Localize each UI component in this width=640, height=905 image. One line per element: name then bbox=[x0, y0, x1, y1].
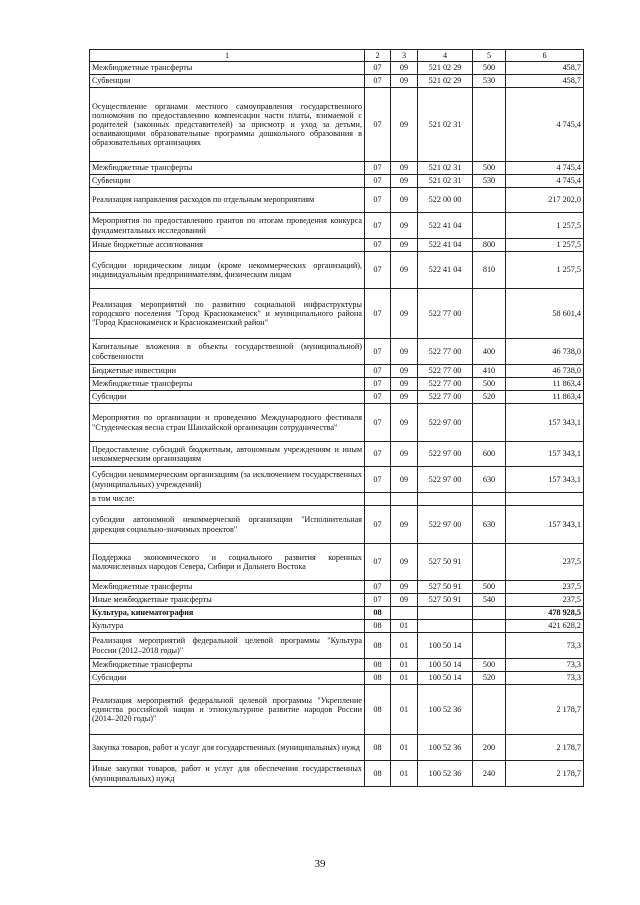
row-expense-type-cell: 810 bbox=[473, 252, 506, 289]
row-name-cell: Культура, кинематография bbox=[90, 607, 365, 620]
row-target-code-cell: 522 77 00 bbox=[418, 289, 473, 339]
table-row bbox=[90, 761, 584, 787]
row-name-cell: Иные бюджетные ассигнования bbox=[90, 239, 365, 252]
row-amount-cell: 46 738,0 bbox=[506, 339, 584, 365]
table-row bbox=[90, 213, 584, 239]
column-header: 6 bbox=[506, 50, 584, 62]
row-section-cell: 07 bbox=[365, 175, 391, 188]
row-target-code-cell bbox=[418, 493, 473, 506]
row-name-cell: Субсидии некоммерческим организациям (за исключением государственных (муниципальных) учреждений) bbox=[90, 467, 365, 493]
row-subsection-cell: 09 bbox=[391, 162, 418, 175]
row-amount-cell: 73,3 bbox=[506, 672, 584, 685]
row-expense-type-cell: 500 bbox=[473, 378, 506, 391]
row-amount-cell: 237,5 bbox=[506, 594, 584, 607]
row-amount-cell: 73,3 bbox=[506, 659, 584, 672]
row-subsection-cell: 09 bbox=[391, 188, 418, 213]
row-target-code-cell: 522 41 04 bbox=[418, 239, 473, 252]
row-expense-type-cell: 200 bbox=[473, 735, 506, 761]
table-body bbox=[90, 62, 584, 787]
row-amount-cell: 157 343,1 bbox=[506, 442, 584, 467]
row-amount-cell: 1 257,5 bbox=[506, 213, 584, 239]
row-target-code-cell: 100 50 14 bbox=[418, 672, 473, 685]
row-subsection-cell: 09 bbox=[391, 62, 418, 75]
row-subsection-cell: 01 bbox=[391, 672, 418, 685]
row-name-cell: Иные закупки товаров, работ и услуг для обеспечения государственных (муниципальных) нужд bbox=[90, 761, 365, 787]
row-target-code-cell: 527 50 91 bbox=[418, 581, 473, 594]
row-section-cell: 07 bbox=[365, 506, 391, 544]
table-row bbox=[90, 239, 584, 252]
row-section-cell: 07 bbox=[365, 544, 391, 581]
row-section-cell: 07 bbox=[365, 467, 391, 493]
row-name-cell: Субсидии bbox=[90, 672, 365, 685]
row-expense-type-cell bbox=[473, 607, 506, 620]
row-subsection-cell: 09 bbox=[391, 581, 418, 594]
row-section-cell: 08 bbox=[365, 607, 391, 620]
table-row bbox=[90, 365, 584, 378]
table-row bbox=[90, 404, 584, 442]
row-amount-cell: 157 343,1 bbox=[506, 467, 584, 493]
table-row bbox=[90, 506, 584, 544]
row-section-cell: 07 bbox=[365, 365, 391, 378]
row-expense-type-cell bbox=[473, 289, 506, 339]
table-row bbox=[90, 467, 584, 493]
row-subsection-cell: 09 bbox=[391, 239, 418, 252]
row-name-cell: Межбюджетные трансферты bbox=[90, 659, 365, 672]
row-expense-type-cell: 410 bbox=[473, 365, 506, 378]
row-subsection-cell: 09 bbox=[391, 75, 418, 88]
row-subsection-cell: 09 bbox=[391, 339, 418, 365]
row-target-code-cell: 522 97 00 bbox=[418, 404, 473, 442]
row-target-code-cell: 522 77 00 bbox=[418, 378, 473, 391]
row-amount-cell: 2 178,7 bbox=[506, 685, 584, 735]
row-section-cell: 07 bbox=[365, 188, 391, 213]
row-subsection-cell: 01 bbox=[391, 735, 418, 761]
row-amount-cell: 2 178,7 bbox=[506, 735, 584, 761]
row-target-code-cell: 522 77 00 bbox=[418, 339, 473, 365]
row-amount-cell: 421 628,2 bbox=[506, 620, 584, 633]
row-name-cell: Реализация направления расходов по отдельным мероприятиям bbox=[90, 188, 365, 213]
budget-table bbox=[89, 49, 584, 787]
row-target-code-cell: 522 77 00 bbox=[418, 391, 473, 404]
table-row bbox=[90, 75, 584, 88]
table-row bbox=[90, 162, 584, 175]
row-expense-type-cell: 530 bbox=[473, 175, 506, 188]
row-target-code-cell: 521 02 29 bbox=[418, 75, 473, 88]
column-header: 5 bbox=[473, 50, 506, 62]
row-target-code-cell bbox=[418, 607, 473, 620]
column-header: 3 bbox=[391, 50, 418, 62]
row-expense-type-cell: 240 bbox=[473, 761, 506, 787]
row-subsection-cell: 09 bbox=[391, 506, 418, 544]
row-amount-cell: 11 863,4 bbox=[506, 391, 584, 404]
table-row bbox=[90, 391, 584, 404]
row-section-cell: 07 bbox=[365, 252, 391, 289]
row-section-cell: 07 bbox=[365, 404, 391, 442]
row-section-cell: 08 bbox=[365, 761, 391, 787]
row-amount-cell: 4 745,4 bbox=[506, 175, 584, 188]
row-section-cell: 07 bbox=[365, 62, 391, 75]
row-amount-cell: 73,3 bbox=[506, 633, 584, 659]
row-subsection-cell bbox=[391, 493, 418, 506]
row-subsection-cell: 09 bbox=[391, 252, 418, 289]
row-subsection-cell: 09 bbox=[391, 365, 418, 378]
row-amount-cell: 157 343,1 bbox=[506, 506, 584, 544]
row-target-code-cell: 522 77 00 bbox=[418, 365, 473, 378]
row-section-cell: 07 bbox=[365, 339, 391, 365]
table-row bbox=[90, 442, 584, 467]
row-target-code-cell: 521 02 29 bbox=[418, 62, 473, 75]
row-name-cell: Субвенции bbox=[90, 75, 365, 88]
row-expense-type-cell bbox=[473, 404, 506, 442]
column-header: 4 bbox=[418, 50, 473, 62]
row-section-cell: 08 bbox=[365, 672, 391, 685]
row-target-code-cell: 100 50 14 bbox=[418, 633, 473, 659]
row-name-cell: в том числе: bbox=[90, 493, 365, 506]
row-amount-cell: 4 745,4 bbox=[506, 162, 584, 175]
row-name-cell: Межбюджетные трансферты bbox=[90, 162, 365, 175]
row-section-cell bbox=[365, 493, 391, 506]
table-row bbox=[90, 581, 584, 594]
row-expense-type-cell: 500 bbox=[473, 162, 506, 175]
row-expense-type-cell bbox=[473, 493, 506, 506]
row-subsection-cell bbox=[391, 607, 418, 620]
row-expense-type-cell: 500 bbox=[473, 581, 506, 594]
row-amount-cell: 58 601,4 bbox=[506, 289, 584, 339]
row-expense-type-cell: 530 bbox=[473, 75, 506, 88]
row-name-cell: Иные межбюджетные трансферты bbox=[90, 594, 365, 607]
table-row bbox=[90, 620, 584, 633]
row-target-code-cell: 522 00 00 bbox=[418, 188, 473, 213]
row-name-cell: Осуществление органами местного самоуправления государственного полномочия по предоставлению компенсации части платы, взимаемой с родителей (законных представителей) за присмотр и уход за детьми, осваивающими образовательные программы дошкольного образования в образовательных организациях bbox=[90, 88, 365, 162]
row-name-cell: Реализация мероприятий федеральной целевой программы "Укрепление единства российской нации и этнокультурное развитие народов России (2014–2020 годы)" bbox=[90, 685, 365, 735]
row-amount-cell: 1 257,5 bbox=[506, 252, 584, 289]
row-subsection-cell: 09 bbox=[391, 404, 418, 442]
row-subsection-cell: 09 bbox=[391, 378, 418, 391]
row-amount-cell: 157 343,1 bbox=[506, 404, 584, 442]
row-amount-cell bbox=[506, 493, 584, 506]
row-subsection-cell: 01 bbox=[391, 761, 418, 787]
column-header: 2 bbox=[365, 50, 391, 62]
row-expense-type-cell bbox=[473, 88, 506, 162]
row-name-cell: Поддержка экономического и социального развития коренных малочисленных народов Севера, Сибири и Дальнего Востока bbox=[90, 544, 365, 581]
row-section-cell: 07 bbox=[365, 289, 391, 339]
row-section-cell: 07 bbox=[365, 162, 391, 175]
row-amount-cell: 2 178,7 bbox=[506, 761, 584, 787]
row-name-cell: Субвенции bbox=[90, 175, 365, 188]
table-row bbox=[90, 339, 584, 365]
row-subsection-cell: 09 bbox=[391, 544, 418, 581]
row-target-code-cell bbox=[418, 620, 473, 633]
row-amount-cell: 237,5 bbox=[506, 544, 584, 581]
row-target-code-cell: 100 50 14 bbox=[418, 659, 473, 672]
row-name-cell: Бюджетные инвестиции bbox=[90, 365, 365, 378]
row-name-cell: Субсидии юридическим лицам (кроме некоммерческих организаций), индивидуальным предпринимателям, физическим лицам bbox=[90, 252, 365, 289]
table-row bbox=[90, 252, 584, 289]
row-name-cell: Реализация мероприятий по развитию социальной инфраструктуры городского поселения "Город Краснокаменск" и муниципального района "Город Краснокаменск и Краснокаменский район" bbox=[90, 289, 365, 339]
row-amount-cell: 11 863,4 bbox=[506, 378, 584, 391]
row-target-code-cell: 521 02 31 bbox=[418, 88, 473, 162]
row-section-cell: 07 bbox=[365, 88, 391, 162]
row-expense-type-cell bbox=[473, 685, 506, 735]
row-amount-cell: 46 738,0 bbox=[506, 365, 584, 378]
table-row bbox=[90, 175, 584, 188]
page-number: 39 bbox=[314, 858, 326, 870]
row-section-cell: 07 bbox=[365, 581, 391, 594]
row-amount-cell: 237,5 bbox=[506, 581, 584, 594]
row-subsection-cell: 01 bbox=[391, 633, 418, 659]
row-subsection-cell: 09 bbox=[391, 467, 418, 493]
row-section-cell: 07 bbox=[365, 213, 391, 239]
row-subsection-cell: 01 bbox=[391, 685, 418, 735]
row-section-cell: 07 bbox=[365, 442, 391, 467]
row-section-cell: 08 bbox=[365, 633, 391, 659]
table-row bbox=[90, 735, 584, 761]
row-name-cell: Реализация мероприятий федеральной целевой программы "Культура России (2012–2018 годы)" bbox=[90, 633, 365, 659]
table-row bbox=[90, 544, 584, 581]
row-expense-type-cell: 520 bbox=[473, 672, 506, 685]
row-target-code-cell: 521 02 31 bbox=[418, 175, 473, 188]
row-expense-type-cell: 600 bbox=[473, 442, 506, 467]
row-target-code-cell: 100 52 36 bbox=[418, 685, 473, 735]
row-section-cell: 07 bbox=[365, 594, 391, 607]
row-expense-type-cell: 540 bbox=[473, 594, 506, 607]
table-row bbox=[90, 633, 584, 659]
row-amount-cell: 458,7 bbox=[506, 62, 584, 75]
row-expense-type-cell: 800 bbox=[473, 239, 506, 252]
row-expense-type-cell: 520 bbox=[473, 391, 506, 404]
row-name-cell: Закупка товаров, работ и услуг для государственных (муниципальных) нужд bbox=[90, 735, 365, 761]
row-target-code-cell: 527 50 91 bbox=[418, 544, 473, 581]
row-name-cell: Культура bbox=[90, 620, 365, 633]
row-subsection-cell: 09 bbox=[391, 442, 418, 467]
row-name-cell: Субсидии bbox=[90, 391, 365, 404]
row-name-cell: Мероприятия по предоставлению грантов по итогам проведения конкурса фундаментальных исследований bbox=[90, 213, 365, 239]
row-expense-type-cell: 500 bbox=[473, 659, 506, 672]
row-subsection-cell: 09 bbox=[391, 594, 418, 607]
table-row bbox=[90, 88, 584, 162]
row-target-code-cell: 522 41 04 bbox=[418, 213, 473, 239]
row-subsection-cell: 09 bbox=[391, 88, 418, 162]
row-section-cell: 08 bbox=[365, 735, 391, 761]
row-amount-cell: 478 928,5 bbox=[506, 607, 584, 620]
row-amount-cell: 1 257,5 bbox=[506, 239, 584, 252]
table-row bbox=[90, 607, 584, 620]
row-expense-type-cell: 630 bbox=[473, 506, 506, 544]
row-amount-cell: 4 745,4 bbox=[506, 88, 584, 162]
row-section-cell: 07 bbox=[365, 75, 391, 88]
table-row bbox=[90, 289, 584, 339]
row-subsection-cell: 01 bbox=[391, 659, 418, 672]
row-expense-type-cell bbox=[473, 620, 506, 633]
column-header: 1 bbox=[90, 50, 365, 62]
row-expense-type-cell bbox=[473, 544, 506, 581]
table-row bbox=[90, 188, 584, 213]
row-expense-type-cell: 500 bbox=[473, 62, 506, 75]
table-row bbox=[90, 685, 584, 735]
row-expense-type-cell: 400 bbox=[473, 339, 506, 365]
row-expense-type-cell bbox=[473, 188, 506, 213]
row-subsection-cell: 09 bbox=[391, 289, 418, 339]
row-section-cell: 07 bbox=[365, 378, 391, 391]
row-name-cell: субсидии автономной некоммерческой организации "Исполнительная дирекция социально-значимых проектов" bbox=[90, 506, 365, 544]
row-name-cell: Предоставление субсидий бюджетным, автономным учреждениям и иным некоммерческим организациям bbox=[90, 442, 365, 467]
row-section-cell: 08 bbox=[365, 620, 391, 633]
row-amount-cell: 217 202,0 bbox=[506, 188, 584, 213]
header-row bbox=[90, 50, 584, 62]
table-row bbox=[90, 594, 584, 607]
table-row bbox=[90, 62, 584, 75]
row-target-code-cell: 100 52 36 bbox=[418, 735, 473, 761]
row-target-code-cell: 527 50 91 bbox=[418, 594, 473, 607]
row-name-cell: Межбюджетные трансферты bbox=[90, 62, 365, 75]
row-section-cell: 08 bbox=[365, 659, 391, 672]
row-expense-type-cell: 630 bbox=[473, 467, 506, 493]
row-section-cell: 07 bbox=[365, 391, 391, 404]
row-target-code-cell: 522 97 00 bbox=[418, 506, 473, 544]
row-subsection-cell: 01 bbox=[391, 620, 418, 633]
row-name-cell: Межбюджетные трансферты bbox=[90, 378, 365, 391]
row-expense-type-cell bbox=[473, 633, 506, 659]
row-amount-cell: 458,7 bbox=[506, 75, 584, 88]
row-target-code-cell: 521 02 31 bbox=[418, 162, 473, 175]
row-name-cell: Межбюджетные трансферты bbox=[90, 581, 365, 594]
row-target-code-cell: 522 41 04 bbox=[418, 252, 473, 289]
row-subsection-cell: 09 bbox=[391, 175, 418, 188]
table-row bbox=[90, 672, 584, 685]
row-subsection-cell: 09 bbox=[391, 213, 418, 239]
table-row bbox=[90, 493, 584, 506]
row-section-cell: 08 bbox=[365, 685, 391, 735]
row-name-cell: Мероприятия по организации и проведению Международного фестиваля "Студенческая весна стран Шанхайской организации сотрудничества" bbox=[90, 404, 365, 442]
table-row bbox=[90, 659, 584, 672]
row-target-code-cell: 522 97 00 bbox=[418, 442, 473, 467]
row-target-code-cell: 522 97 00 bbox=[418, 467, 473, 493]
table-row bbox=[90, 378, 584, 391]
row-name-cell: Капитальные вложения в объекты государственной (муниципальной) собственности bbox=[90, 339, 365, 365]
row-target-code-cell: 100 52 36 bbox=[418, 761, 473, 787]
row-expense-type-cell bbox=[473, 213, 506, 239]
row-section-cell: 07 bbox=[365, 239, 391, 252]
row-subsection-cell: 09 bbox=[391, 391, 418, 404]
